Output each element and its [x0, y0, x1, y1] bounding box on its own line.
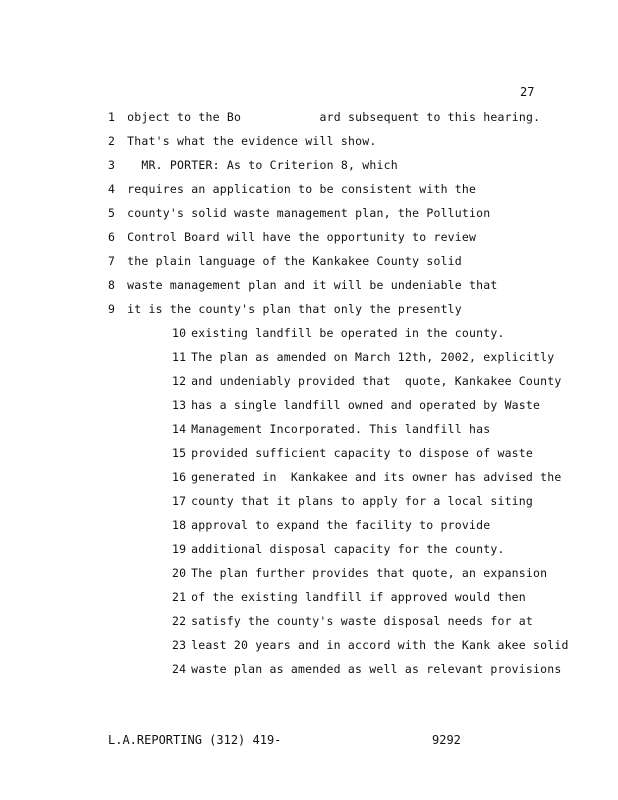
line-text: the plain language of the Kankakee County solid	[127, 254, 462, 268]
line-number: 24	[172, 662, 187, 676]
transcript-line	[108, 182, 476, 196]
footer-reporter: L.A.REPORTING (312) 419-	[108, 733, 282, 747]
line-number: 19	[172, 542, 187, 556]
line-text: county that it plans to apply for a local siting	[191, 494, 534, 508]
line-text: waste management plan and it will be undeniable that	[127, 278, 498, 292]
line-number: 7	[108, 254, 116, 268]
line-text: county's solid waste management plan, the Pollution	[127, 206, 491, 220]
transcript-line	[108, 206, 490, 220]
transcript-line	[172, 398, 540, 412]
line-text: requires an application to be consistent with the	[127, 182, 477, 196]
line-text: object to the Bo ard subsequent to this hearing.	[127, 110, 541, 124]
line-text: waste plan as amended as well as relevant provisions	[191, 662, 562, 676]
page-number: 27	[520, 85, 535, 99]
line-text: additional disposal capacity for the county.	[191, 542, 505, 556]
line-text: generated in Kankakee and its owner has advised the	[191, 470, 562, 484]
line-text: least 20 years and in accord with the Kank akee solid	[191, 638, 569, 652]
line-number: 9	[108, 302, 116, 316]
transcript-line	[108, 302, 462, 316]
transcript-line	[172, 614, 533, 628]
transcript-line	[172, 470, 562, 484]
line-number: 13	[172, 398, 187, 412]
line-text: satisfy the county's waste disposal needs for at	[191, 614, 534, 628]
transcript-line	[172, 638, 569, 652]
line-number: 17	[172, 494, 187, 508]
line-number: 3	[108, 158, 116, 172]
line-number: 14	[172, 422, 187, 436]
transcript-line	[108, 254, 462, 268]
transcript-line	[172, 446, 533, 460]
transcript-line	[172, 350, 554, 364]
line-text: The plan as amended on March 12th, 2002, explicitly	[191, 350, 555, 364]
line-number: 20	[172, 566, 187, 580]
line-number: 4	[108, 182, 116, 196]
transcript-line	[108, 110, 540, 124]
line-text: approval to expand the facility to provide	[191, 518, 491, 532]
transcript-line	[108, 134, 376, 148]
line-number: 15	[172, 446, 187, 460]
line-number: 21	[172, 590, 187, 604]
transcript-line	[172, 422, 490, 436]
line-text: and undeniably provided that quote, Kankakee County	[191, 374, 562, 388]
line-number: 10	[172, 326, 187, 340]
line-number: 12	[172, 374, 187, 388]
line-text: That's what the evidence will show.	[127, 134, 377, 148]
footer-phone-suffix: 9292	[432, 733, 461, 747]
line-text: it is the county's plan that only the presently	[127, 302, 462, 316]
line-text: existing landfill be operated in the county.	[191, 326, 505, 340]
transcript-line	[172, 590, 526, 604]
line-text: The plan further provides that quote, an expansion	[191, 566, 548, 580]
line-number: 1	[108, 110, 116, 124]
transcript-line	[172, 542, 505, 556]
line-number: 22	[172, 614, 187, 628]
line-number: 16	[172, 470, 187, 484]
transcript-line	[108, 158, 398, 172]
line-number: 11	[172, 350, 187, 364]
transcript-line	[172, 374, 562, 388]
line-text: of the existing landfill if approved would then	[191, 590, 526, 604]
transcript-line	[108, 230, 476, 244]
transcript-line	[172, 518, 490, 532]
line-number: 23	[172, 638, 187, 652]
line-text: Management Incorporated. This landfill has	[191, 422, 491, 436]
line-number: 8	[108, 278, 116, 292]
transcript-line	[172, 494, 533, 508]
line-text: provided sufficient capacity to dispose of waste	[191, 446, 534, 460]
transcript-line	[172, 326, 505, 340]
line-number: 5	[108, 206, 116, 220]
line-text: has a single landfill owned and operated by Waste	[191, 398, 541, 412]
transcript-line	[172, 662, 562, 676]
transcript-line	[108, 278, 498, 292]
line-text: Control Board will have the opportunity to review	[127, 230, 477, 244]
line-number: 6	[108, 230, 116, 244]
line-number: 18	[172, 518, 187, 532]
line-number: 2	[108, 134, 116, 148]
line-text: MR. PORTER: As to Criterion 8, which	[127, 158, 398, 172]
transcript-line	[172, 566, 547, 580]
